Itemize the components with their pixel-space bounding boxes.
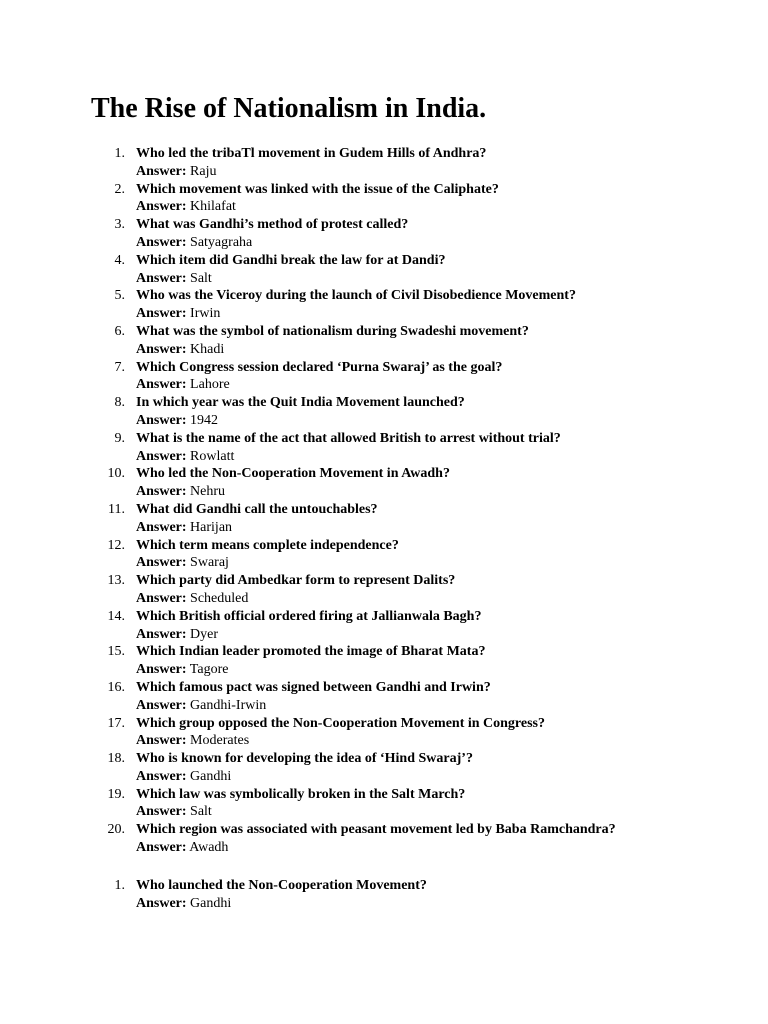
question-item bbox=[0, 608, 768, 644]
answer-text: 1942 bbox=[190, 412, 219, 428]
answer-text: Gandhi bbox=[190, 768, 232, 784]
question-text: Who launched the Non-Cooperation Movement? bbox=[136, 878, 427, 893]
question-item bbox=[0, 643, 768, 679]
answer-label: Answer: bbox=[136, 697, 187, 713]
answer-label: Answer: bbox=[136, 768, 187, 784]
answer-text: Awadh bbox=[189, 840, 229, 856]
answer-label: Answer: bbox=[136, 733, 187, 749]
question-item bbox=[0, 181, 768, 217]
answer-line bbox=[136, 341, 224, 359]
answer-text: Gandhi bbox=[190, 895, 232, 911]
question-number: 3. bbox=[114, 217, 125, 233]
answer-label: Answer: bbox=[136, 199, 187, 215]
answer-label: Answer: bbox=[136, 555, 187, 571]
answer-label: Answer: bbox=[136, 270, 187, 286]
answer-text: Irwin bbox=[190, 306, 221, 322]
answer-line bbox=[136, 163, 217, 181]
answer-text: Rowlatt bbox=[190, 448, 235, 464]
question-text: Who led the tribaTl movement in Gudem Hills of Andhra? bbox=[136, 146, 487, 161]
question-item bbox=[0, 501, 768, 537]
answer-label: Answer: bbox=[136, 412, 187, 428]
answer-text: Satyagraha bbox=[190, 234, 253, 250]
answer-line bbox=[136, 448, 234, 466]
question-number: 19. bbox=[107, 786, 125, 802]
answer-line bbox=[136, 590, 248, 608]
question-text: Which term means complete independence? bbox=[136, 537, 399, 553]
question-text: What was the symbol of nationalism during Swadeshi movement? bbox=[136, 323, 529, 339]
question-text: Which British official ordered firing at Jallianwala Bagh? bbox=[136, 608, 482, 624]
answer-text: Khadi bbox=[190, 341, 225, 357]
question-number: 11. bbox=[108, 501, 125, 517]
answer-label: Answer: bbox=[136, 662, 187, 678]
question-text: Which movement was linked with the issue of the Caliphate? bbox=[136, 181, 499, 197]
question-item bbox=[0, 465, 768, 501]
question-number: 16. bbox=[107, 679, 125, 695]
question-number: 1. bbox=[114, 146, 125, 161]
question-text: What is the name of the act that allowed British to arrest without trial? bbox=[136, 430, 561, 446]
question-item bbox=[0, 394, 768, 430]
question-number: 7. bbox=[114, 359, 125, 375]
answer-text: Raju bbox=[190, 163, 217, 179]
answer-label: Answer: bbox=[136, 341, 187, 357]
answer-text: Gandhi-Irwin bbox=[190, 697, 267, 713]
question-number: 5. bbox=[114, 288, 125, 304]
question-item bbox=[0, 430, 768, 466]
question-list bbox=[0, 145, 768, 857]
answer-line bbox=[136, 234, 252, 252]
answer-line bbox=[136, 554, 229, 572]
question-text: Which law was symbolically broken in the Salt March? bbox=[136, 786, 466, 802]
question-item bbox=[0, 750, 768, 786]
question-text: Which group opposed the Non-Cooperation Movement in Congress? bbox=[136, 715, 546, 731]
question-item bbox=[0, 679, 768, 715]
question-item bbox=[0, 323, 768, 359]
answer-line bbox=[136, 895, 231, 913]
question-item bbox=[0, 537, 768, 573]
question-number: 17. bbox=[107, 715, 125, 731]
answer-text: Salt bbox=[190, 804, 212, 820]
question-text: Which famous pact was signed between Gandhi and Irwin? bbox=[136, 679, 491, 695]
answer-label: Answer: bbox=[136, 804, 187, 820]
question-text: What did Gandhi call the untouchables? bbox=[136, 501, 378, 517]
answer-text: Salt bbox=[190, 270, 212, 286]
answer-text: Harijan bbox=[190, 519, 233, 535]
answer-text: Nehru bbox=[190, 484, 226, 500]
question-number: 12. bbox=[107, 537, 125, 553]
question-item bbox=[0, 359, 768, 395]
question-text: Which Indian leader promoted the image of Bharat Mata? bbox=[136, 644, 486, 660]
answer-line bbox=[136, 732, 249, 750]
answer-text: Dyer bbox=[190, 626, 219, 642]
answer-label: Answer: bbox=[136, 306, 187, 322]
answer-line bbox=[136, 270, 212, 288]
question-number: 6. bbox=[114, 323, 125, 339]
question-text: Which region was associated with peasant movement led by Baba Ramchandra? bbox=[136, 822, 616, 838]
answer-line bbox=[136, 626, 218, 644]
question-text: Which item did Gandhi break the law for at Dandi? bbox=[136, 252, 446, 268]
question-item bbox=[0, 821, 768, 857]
question-item bbox=[0, 715, 768, 751]
answer-text: Khilafat bbox=[190, 199, 236, 215]
question-number: 20. bbox=[107, 822, 125, 838]
answer-label: Answer: bbox=[136, 840, 187, 856]
question-text: In which year was the Quit India Movement launched? bbox=[136, 395, 465, 411]
question-number: 9. bbox=[114, 430, 125, 446]
question-text: Who is known for developing the idea of ‘Hind Swaraj’? bbox=[136, 751, 473, 767]
question-text: Which Congress session declared ‘Purna Swaraj’ as the goal? bbox=[136, 359, 503, 375]
answer-line bbox=[136, 305, 220, 323]
question-item bbox=[0, 572, 768, 608]
question-item bbox=[0, 145, 768, 181]
page-title: The Rise of Nationalism in India. bbox=[91, 93, 487, 124]
answer-line bbox=[136, 661, 228, 679]
answer-text: Swaraj bbox=[190, 555, 229, 571]
answer-text: Lahore bbox=[190, 377, 230, 393]
question-number: 1. bbox=[114, 878, 125, 893]
answer-line bbox=[136, 768, 231, 786]
answer-label: Answer: bbox=[136, 234, 187, 250]
answer-label: Answer: bbox=[136, 626, 187, 642]
question-text: Who was the Viceroy during the launch of Civil Disobedience Movement? bbox=[136, 288, 576, 304]
question-text: Which party did Ambedkar form to represent Dalits? bbox=[136, 573, 456, 589]
question-text: What was Gandhi’s method of protest called? bbox=[136, 217, 409, 233]
answer-label: Answer: bbox=[136, 519, 187, 535]
question-number: 8. bbox=[114, 395, 125, 411]
question-item bbox=[0, 216, 768, 252]
answer-line bbox=[136, 198, 236, 216]
question-number: 18. bbox=[107, 751, 125, 767]
question-item bbox=[0, 287, 768, 323]
question-number: 14. bbox=[107, 608, 125, 624]
answer-text: Tagore bbox=[189, 662, 229, 678]
answer-text: Scheduled bbox=[190, 590, 249, 606]
answer-label: Answer: bbox=[136, 895, 187, 911]
question-list-second bbox=[0, 877, 768, 913]
answer-line bbox=[136, 697, 266, 715]
question-item bbox=[0, 877, 768, 913]
answer-line bbox=[136, 803, 212, 821]
answer-line bbox=[136, 412, 218, 430]
question-number: 2. bbox=[114, 181, 125, 197]
question-number: 10. bbox=[107, 466, 125, 482]
question-number: 15. bbox=[107, 644, 125, 660]
answer-line bbox=[136, 839, 228, 857]
answer-line bbox=[136, 519, 232, 537]
question-text: Who led the Non-Cooperation Movement in Awadh? bbox=[136, 466, 450, 482]
answer-label: Answer: bbox=[136, 484, 187, 500]
answer-line bbox=[136, 376, 230, 394]
question-number: 13. bbox=[107, 573, 125, 589]
answer-label: Answer: bbox=[136, 377, 187, 393]
question-number: 4. bbox=[114, 252, 125, 268]
question-item bbox=[0, 252, 768, 288]
answer-text: Moderates bbox=[190, 733, 250, 749]
answer-label: Answer: bbox=[136, 448, 187, 464]
answer-label: Answer: bbox=[136, 163, 187, 179]
answer-label: Answer: bbox=[136, 590, 187, 606]
answer-line bbox=[136, 483, 225, 501]
question-item bbox=[0, 786, 768, 822]
